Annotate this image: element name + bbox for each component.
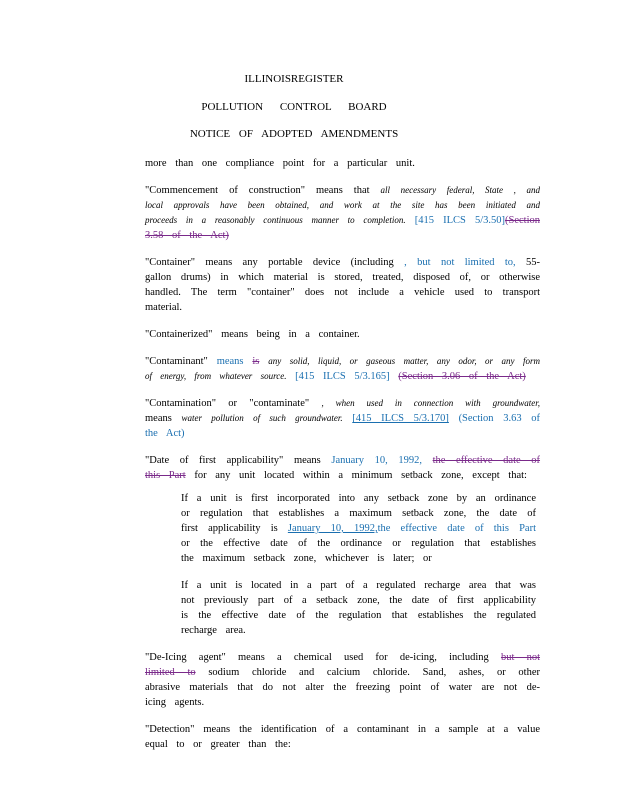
definition-contamination <box>145 396 540 441</box>
statutory-text: all necessary federal, State , and local approvals have been obtained, and work at the site has been initiated and proceeds in a reasonably continuous manner to completion. <box>145 185 541 225</box>
register-title: ILLINOISREGISTER <box>244 73 344 85</box>
text: or the effective date of the ordinance or regulation that establishes the maximum setback zone, whichever is later; or <box>181 538 536 564</box>
citation-inserted: [415 ILCS 5/3.165] <box>295 371 390 382</box>
paragraph-continuation: more than one compliance point for a particular unit. <box>145 158 415 169</box>
definition-detection: "Detection" means the identification of a contaminant in a sample at a value equal to or greater than the: <box>145 724 540 750</box>
text: for any unit located within a minimum setback zone, except that: <box>194 470 527 481</box>
deleted-text: the effective date of this Part <box>145 455 541 481</box>
term: "Commencement of construction" means that <box>145 185 370 196</box>
document-body <box>145 156 540 764</box>
definition-containerized: "Containerized" means being in a container. <box>145 329 360 340</box>
statutory-text: water pollution of such groundwater. <box>181 413 343 423</box>
inserted-text: , but not limited to, <box>404 257 516 268</box>
statutory-text: , when used in connection with groundwater, <box>321 398 541 408</box>
sub-paragraph-2: If a unit is located in a part of a regulated recharge area that was not previously part of a setback zone, the date of first applicability is the effective date of the regulation that establishes the regulated recharge area. <box>181 580 536 636</box>
term: "Contamination" or "contaminate" <box>145 398 310 409</box>
notice-title: NOTICE OF ADOPTED AMENDMENTS <box>189 128 399 140</box>
text: If a unit is first incorporated into any setback zone by an ordinance or regulation that establishes a maximum setback zone, the date of first applicability is <box>181 493 536 534</box>
deleted-text: is <box>252 356 260 367</box>
inserted-text-2: the effective date of this Part <box>377 523 537 534</box>
inserted-text: January 10, 1992, <box>287 523 378 534</box>
definition-deicing <box>145 650 540 710</box>
deleted-text: but not limited to <box>145 652 541 678</box>
term: "Date of first applicability" means <box>145 455 321 466</box>
sub-paragraph-1 <box>181 491 536 566</box>
definition-contaminant <box>145 354 540 384</box>
citation-deleted: (Section 3.58 of the Act) <box>145 215 540 241</box>
statutory-text: any solid, liquid, or gaseous matter, any odor, or any form of energy, from whatever source. <box>145 356 541 381</box>
term: "Contaminant" <box>145 356 208 367</box>
term: "De-Icing agent" means a chemical used for de-icing, including <box>145 652 489 663</box>
citation: (Section 3.63 of the Act) <box>145 413 541 439</box>
text: "Container" means any portable device (including <box>145 257 394 268</box>
inserted-text: January 10, 1992, <box>331 455 422 466</box>
board-title: POLLUTION CONTROL BOARD <box>201 101 387 113</box>
text: sodium chloride and calcium chloride. Sand, ashes, or other abrasive materials that do not alter the freezing point of water are not de-icing agents. <box>145 667 540 708</box>
text: 55-gallon drums) in which material is stored, treated, disposed of, or otherwise handled. The term "container" does not include a vehicle used to transport material. <box>145 257 541 313</box>
inserted-text: means <box>216 356 244 367</box>
definition-container <box>145 255 540 315</box>
citation-inserted: [415 ILCS 5/3.170] <box>352 413 449 424</box>
definition-commencement <box>145 183 540 243</box>
definition-date-first-applicability <box>145 453 540 483</box>
text: means <box>145 413 172 424</box>
citation-inserted: [415 ILCS 5/3.50] <box>414 215 505 226</box>
citation-deleted: (Section 3.06 of the Act) <box>398 371 526 382</box>
